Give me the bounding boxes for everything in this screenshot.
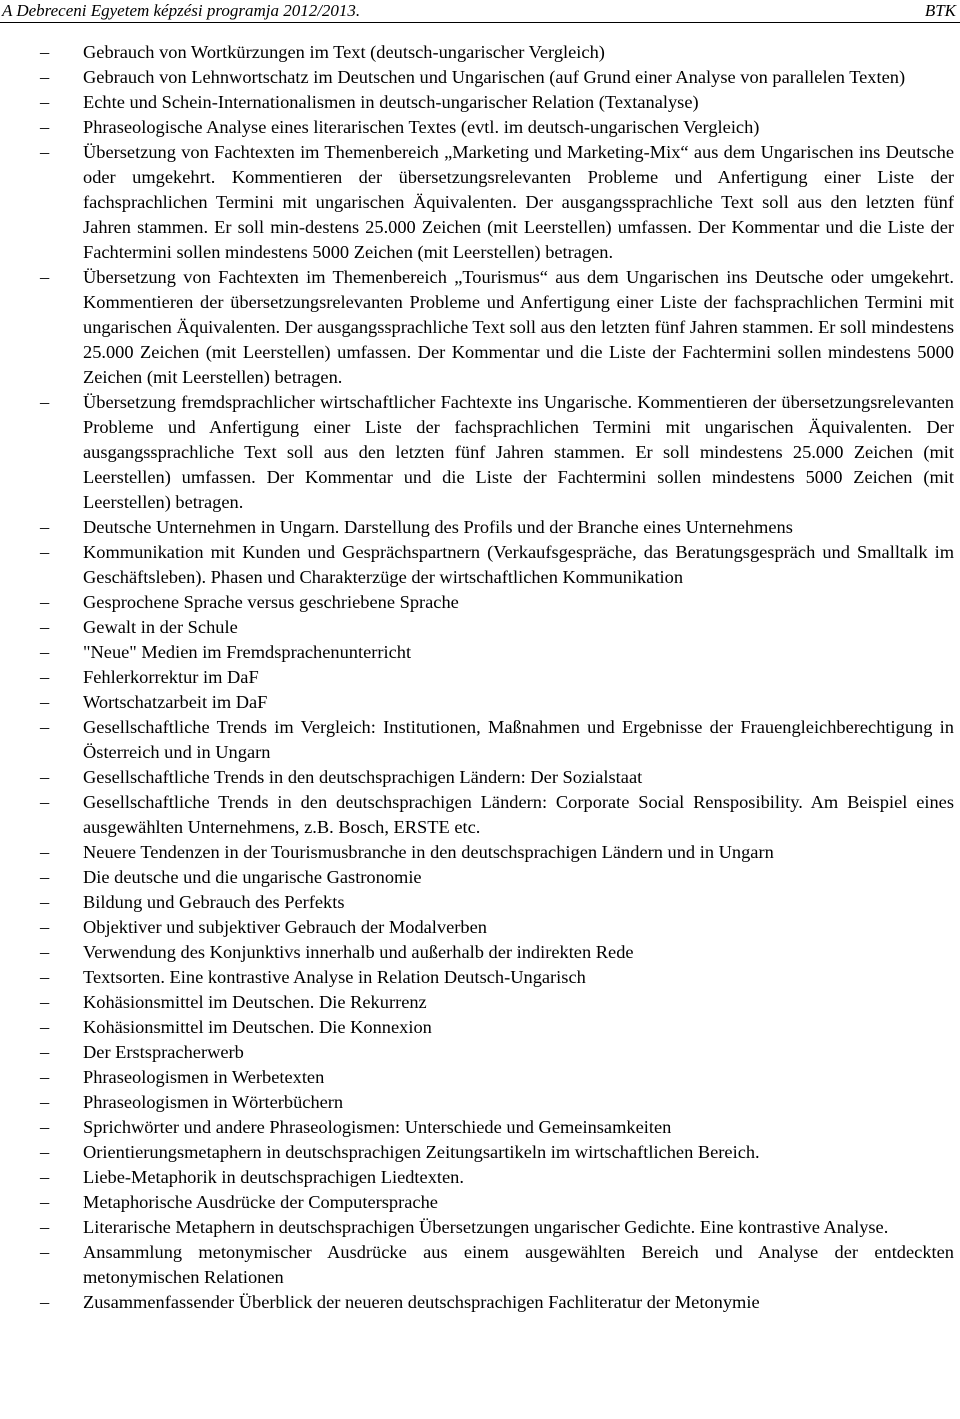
dash-bullet: – bbox=[40, 392, 50, 412]
list-item-text: Verwendung des Konjunktivs innerhalb und außerhalb der indirekten Rede bbox=[83, 942, 634, 962]
dash-bullet: – bbox=[40, 92, 50, 112]
dash-bullet: – bbox=[40, 517, 50, 537]
list-item bbox=[0, 615, 960, 640]
dash-bullet: – bbox=[40, 1017, 50, 1037]
dash-bullet: – bbox=[40, 592, 50, 612]
dash-bullet: – bbox=[40, 942, 50, 962]
list-item-text: Kohäsionsmittel im Deutschen. Die Konnexion bbox=[83, 1017, 432, 1037]
list-item-text: Objektiver und subjektiver Gebrauch der Modalverben bbox=[83, 917, 487, 937]
page-header bbox=[0, 0, 960, 22]
list-item bbox=[0, 1165, 960, 1190]
dash-bullet: – bbox=[40, 892, 50, 912]
list-item bbox=[0, 1015, 960, 1040]
list-item-text: Die deutsche und die ungarische Gastronomie bbox=[83, 867, 422, 887]
list-item-text: "Neue" Medien im Fremdsprachenunterricht bbox=[83, 642, 412, 662]
list-item-text: Gewalt in der Schule bbox=[83, 617, 238, 637]
dash-bullet: – bbox=[40, 642, 50, 662]
dash-bullet: – bbox=[40, 1292, 50, 1312]
dash-bullet: – bbox=[40, 42, 50, 62]
header-rule bbox=[0, 22, 960, 23]
dash-bullet: – bbox=[40, 542, 50, 562]
dash-bullet: – bbox=[40, 617, 50, 637]
list-item bbox=[0, 1140, 960, 1165]
list-item-text: Übersetzung von Fachtexten im Themenbereich „Marketing und Marketing-Mix“ aus dem Ungarischen ins Deutsche oder umgekehrt. Kommentieren der übersetzungsrelevanten Probleme und Anfertigung einer Liste der fachsprachlichen Termini mit ungarischen Äquivalenten. Der ausgangssprachliche Text soll aus den letzten fünf Jahren stammen. Er soll min-destens 25.000 Zeichen (mit Leerstellen) umfassen. Der Kommentar und die Liste der Fachtermini sollen mindestens 5000 Zeichen (mit Leerstellen) betragen. bbox=[83, 142, 954, 262]
list-item bbox=[0, 665, 960, 690]
list-item bbox=[0, 940, 960, 965]
list-item-text: Kommunikation mit Kunden und Gesprächspartnern (Verkaufsgespräche, das Beratungsgespräch und Smalltalk im Geschäftsleben). Phasen und Charakterzüge der wirtschaftlichen Kommunikation bbox=[83, 542, 954, 587]
dash-bullet: – bbox=[40, 67, 50, 87]
list-item bbox=[0, 115, 960, 140]
list-item-text: Bildung und Gebrauch des Perfekts bbox=[83, 892, 345, 912]
list-item-text: Übersetzung fremdsprachlicher wirtschaftlicher Fachtexte ins Ungarische. Kommentieren der übersetzungsrelevanten Probleme und Anfertigung einer Liste der fachsprachlichen Termini mit ungarischen Äquivalenten. Der ausgangssprachliche Text soll aus den letzten fünf Jahren stammen. Er soll mindestens 25.000 Zeichen (mit Leerstellen) umfassen. Der Kommentar und die Liste der Fachtermini sollen mindestens 5000 Zeichen (mit Leerstellen) betragen. bbox=[83, 392, 954, 512]
list-item-text: Gesellschaftliche Trends in den deutschsprachigen Ländern: Corporate Social Rensposibility. Am Beispiel eines ausgewählten Unternehmens, z.B. Bosch, ERSTE etc. bbox=[83, 792, 954, 837]
list-item-text: Deutsche Unternehmen in Ungarn. Darstellung des Profils und der Branche eines Unternehmens bbox=[83, 517, 793, 537]
list-item bbox=[0, 1115, 960, 1140]
list-item-text: Kohäsionsmittel im Deutschen. Die Rekurrenz bbox=[83, 992, 427, 1012]
list-item-text: Echte und Schein-Internationalismen in deutsch-ungarischer Relation (Textanalyse) bbox=[83, 92, 699, 112]
list-item bbox=[0, 65, 960, 90]
dash-bullet: – bbox=[40, 842, 50, 862]
dash-bullet: – bbox=[40, 917, 50, 937]
list-item-text: Fehlerkorrektur im DaF bbox=[83, 667, 259, 687]
dash-bullet: – bbox=[40, 267, 50, 287]
list-item bbox=[0, 390, 960, 515]
header-program-title: A Debreceni Egyetem képzési programja 2012/2013. bbox=[2, 1, 361, 20]
list-item bbox=[0, 915, 960, 940]
dash-bullet: – bbox=[40, 117, 50, 137]
list-item bbox=[0, 990, 960, 1015]
list-item bbox=[0, 840, 960, 865]
dash-bullet: – bbox=[40, 667, 50, 687]
dash-bullet: – bbox=[40, 1092, 50, 1112]
list-item-text: Neuere Tendenzen in der Tourismusbranche in den deutschsprachigen Ländern und in Ungarn bbox=[83, 842, 774, 862]
list-item bbox=[0, 1065, 960, 1090]
list-item-text: Ansammlung metonymischer Ausdrücke aus einem ausgewählten Bereich und Analyse der entdeckten metonymischen Relationen bbox=[83, 1242, 954, 1287]
dash-bullet: – bbox=[40, 692, 50, 712]
dash-bullet: – bbox=[40, 1142, 50, 1162]
dash-bullet: – bbox=[40, 1042, 50, 1062]
list-item-text: Der Erstspracherwerb bbox=[83, 1042, 244, 1062]
dash-bullet: – bbox=[40, 1117, 50, 1137]
list-item bbox=[0, 715, 960, 765]
dash-bullet: – bbox=[40, 1217, 50, 1237]
list-item-text: Gebrauch von Wortkürzungen im Text (deutsch-ungarischer Vergleich) bbox=[83, 42, 605, 62]
dash-bullet: – bbox=[40, 867, 50, 887]
list-item bbox=[0, 1215, 960, 1240]
dash-bullet: – bbox=[40, 967, 50, 987]
list-item-text: Sprichwörter und andere Phraseologismen: Unterschiede und Gemeinsamkeiten bbox=[83, 1117, 672, 1137]
list-item-text: Zusammenfassender Überblick der neueren deutschsprachigen Fachliteratur der Metonymie bbox=[83, 1292, 760, 1312]
list-item-text: Metaphorische Ausdrücke der Computersprache bbox=[83, 1192, 438, 1212]
list-item-text: Gesellschaftliche Trends in den deutschsprachigen Ländern: Der Sozialstaat bbox=[83, 767, 643, 787]
list-item bbox=[0, 765, 960, 790]
list-item bbox=[0, 640, 960, 665]
list-item bbox=[0, 140, 960, 265]
list-item-text: Literarische Metaphern in deutschsprachigen Übersetzungen ungarischer Gedichte. Eine kontrastive Analyse. bbox=[83, 1217, 889, 1237]
list-item bbox=[0, 690, 960, 715]
dash-bullet: – bbox=[40, 767, 50, 787]
topic-list bbox=[0, 40, 960, 1315]
dash-bullet: – bbox=[40, 717, 50, 737]
list-item bbox=[0, 1040, 960, 1065]
list-item-text: Gebrauch von Lehnwortschatz im Deutschen und Ungarischen (auf Grund einer Analyse von parallelen Texten) bbox=[83, 67, 906, 87]
list-item bbox=[0, 790, 960, 840]
list-item bbox=[0, 965, 960, 990]
list-item bbox=[0, 1240, 960, 1290]
list-item-text: Übersetzung von Fachtexten im Themenbereich „Tourismus“ aus dem Ungarischen ins Deutsche oder umgekehrt. Kommentieren der übersetzungsrelevanten Probleme und Anfertigung einer Liste der fachsprachlichen Termini mit ungarischen Äquivalenten. Der ausgangssprachliche Text soll aus den letzten fünf Jahren stammen. Er soll mindestens 25.000 Zeichen (mit Leerstellen) umfassen. Der Kommentar und die Liste der Fachtermini sollen mindestens 5000 Zeichen (mit Leerstellen) betragen. bbox=[83, 267, 954, 387]
list-item bbox=[0, 515, 960, 540]
list-item-text: Liebe-Metaphorik in deutschsprachigen Liedtexten. bbox=[83, 1167, 464, 1187]
list-item-text: Gesellschaftliche Trends im Vergleich: Institutionen, Maßnahmen und Ergebnisse der Frauengleichberechtigung in Österreich und in Ungarn bbox=[83, 717, 954, 762]
header-faculty: BTK bbox=[924, 1, 956, 20]
dash-bullet: – bbox=[40, 1192, 50, 1212]
list-item bbox=[0, 265, 960, 390]
dash-bullet: – bbox=[40, 1242, 50, 1262]
list-item-text: Phraseologismen in Wörterbüchern bbox=[83, 1092, 344, 1112]
list-item bbox=[0, 865, 960, 890]
dash-bullet: – bbox=[40, 1167, 50, 1187]
list-item bbox=[0, 40, 960, 65]
list-item bbox=[0, 590, 960, 615]
dash-bullet: – bbox=[40, 142, 50, 162]
list-item bbox=[0, 1190, 960, 1215]
list-item bbox=[0, 1090, 960, 1115]
list-item bbox=[0, 540, 960, 590]
list-item bbox=[0, 90, 960, 115]
list-item-text: Gesprochene Sprache versus geschriebene Sprache bbox=[83, 592, 459, 612]
list-item-text: Textsorten. Eine kontrastive Analyse in Relation Deutsch-Ungarisch bbox=[83, 967, 586, 987]
list-item bbox=[0, 1290, 960, 1315]
list-item-text: Phraseologische Analyse eines literarischen Textes (evtl. im deutsch-ungarischen Vergleich) bbox=[83, 117, 760, 137]
list-item bbox=[0, 890, 960, 915]
dash-bullet: – bbox=[40, 1067, 50, 1087]
list-item-text: Wortschatzarbeit im DaF bbox=[83, 692, 268, 712]
list-item-text: Phraseologismen in Werbetexten bbox=[83, 1067, 325, 1087]
dash-bullet: – bbox=[40, 792, 50, 812]
dash-bullet: – bbox=[40, 992, 50, 1012]
list-item-text: Orientierungsmetaphern in deutschsprachigen Zeitungsartikeln im wirtschaftlichen Bereich. bbox=[83, 1142, 760, 1162]
